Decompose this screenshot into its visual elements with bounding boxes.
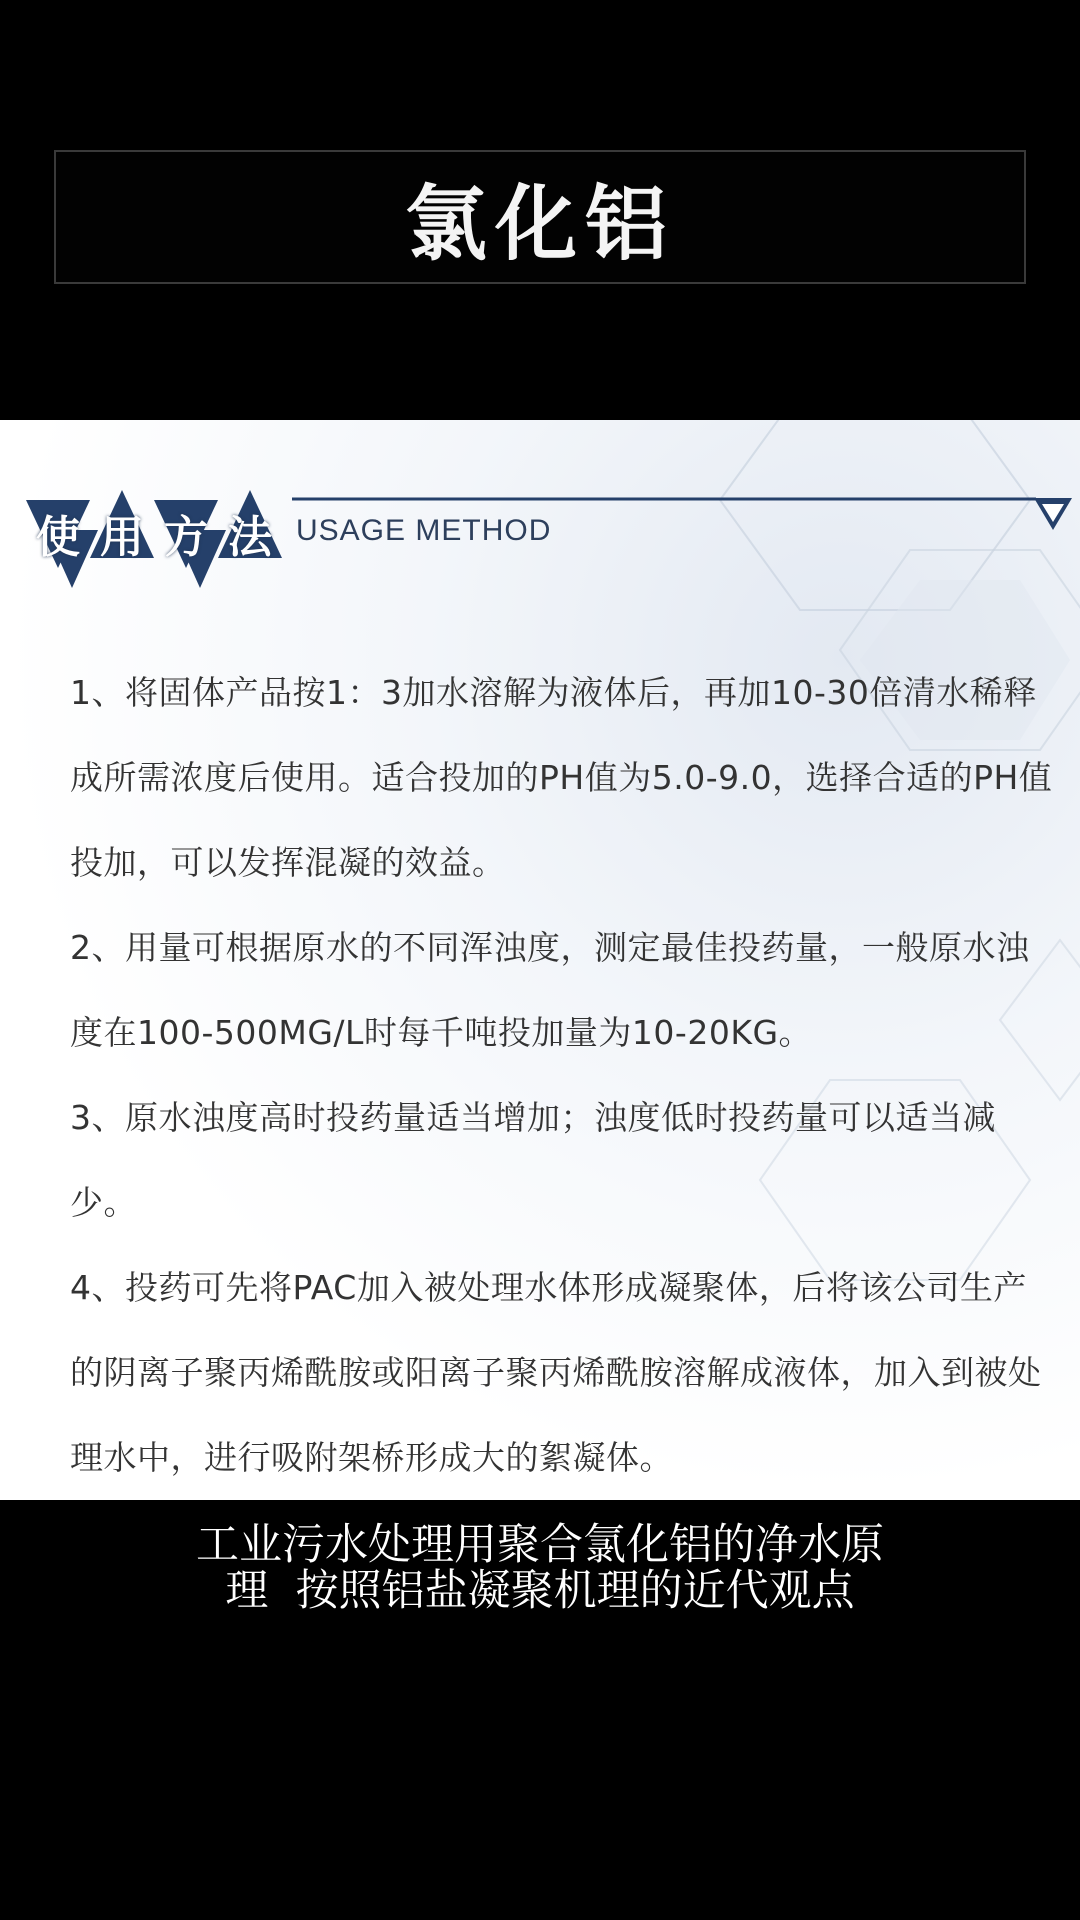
heading-char: 法 [228,512,272,563]
heading-english: USAGE METHOD [296,514,552,547]
subtitle-line-2: 理 按照铝盐凝聚机理的近代观点 [225,1566,855,1616]
subtitle-line-1: 工业污水处理用聚合氯化铝的净水原 [196,1520,884,1570]
usage-paragraph-1: 1、将固体产品按1：3加水溶解为液体后，再加10-30倍清水稀释成所需浓度后使用。适合投加的PH值为5.0-9.0，选择合适的PH值投加，可以发挥混凝的效益。 [70,673,1053,882]
heading-char: 使 [36,512,80,563]
heading-char: 方 [164,512,208,563]
usage-paragraph-3: 3、原水浊度高时投药量适当增加；浊度低时投药量可以适当减少。 [70,1098,996,1222]
section-heading [26,490,1080,600]
video-subtitle [0,1522,1080,1614]
usage-card [0,420,1080,1500]
heading-char: 用 [100,512,144,563]
title-box [54,150,1026,284]
usage-paragraph-2: 2、用量可根据原水的不同浑浊度，测定最佳投药量，一般原水浊度在100-500MG/L时每千吨投加量为10-20KG。 [70,928,1030,1052]
heading-chinese [26,508,282,568]
usage-paragraph-4: 4、投药可先将PAC加入被处理水体形成凝聚体，后将该公司生产的阴离子聚丙烯酰胺或阳离子聚丙烯酰胺溶解成液体，加入到被处理水中，进行吸附架桥形成大的絮凝体。 [70,1268,1042,1477]
usage-body [70,650,1055,1500]
page-title: 氯化铝 [404,175,675,272]
